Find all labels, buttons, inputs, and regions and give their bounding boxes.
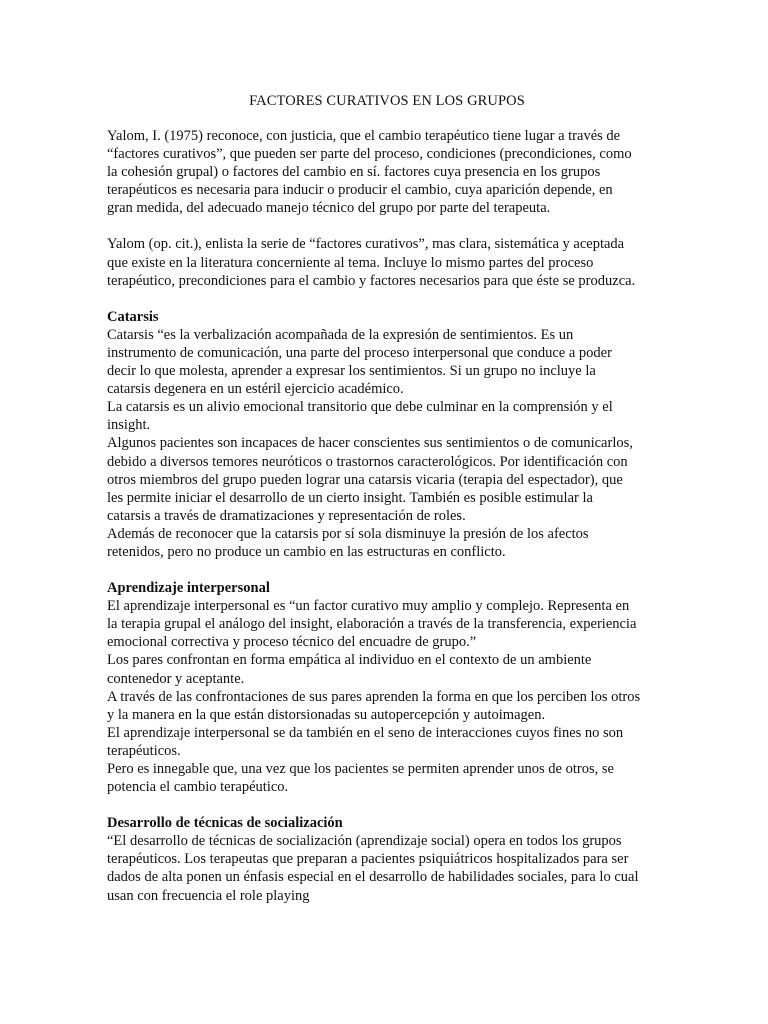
text-line: El aprendizaje interpersonal se da también en el seno de interacciones cuyos fines no son: [107, 724, 624, 741]
text-line: El aprendizaje interpersonal es “un factor curativo muy amplio y complejo. Representa en: [107, 598, 630, 615]
text-line: terapéuticos es necesaria para inducir o producir el cambio, cuya aparición depende, en: [107, 182, 613, 199]
text-line: “El desarrollo de técnicas de socialización (aprendizaje social) opera en todos los grupos: [107, 833, 622, 850]
text-line: usan con frecuencia el role playing: [107, 887, 310, 904]
text-line: Catarsis “es la verbalización acompañada de la expresión de sentimientos. Es un: [107, 326, 574, 343]
text-line: instrumento de comunicación, una parte del proceso interpersonal que conduce a poder: [107, 344, 612, 361]
text-line: y la manera en la que están distorsionadas su autopercepción y autoimagen.: [107, 706, 546, 723]
text-line: insight.: [107, 417, 151, 434]
text-line: A través de las confrontaciones de sus pares aprenden la forma en que los perciben los otros: [107, 688, 641, 705]
section-aprendizaje-interpersonal: [107, 579, 667, 796]
text-line: Pero es innegable que, una vez que los pacientes se permiten aprender unos de otros, se: [107, 761, 614, 777]
document-title: FACTORES CURATIVOS EN LOS GRUPOS: [249, 93, 525, 109]
section-heading: Catarsis: [107, 308, 159, 325]
text-line: retenidos, pero no produce un cambio en las estructuras en conflicto.: [107, 543, 506, 560]
section-desarrollo-tecnicas-socializacion: [107, 814, 667, 904]
text-line: Los pares confrontan en forma empática al individuo en el contexto de un ambiente: [107, 652, 592, 669]
text-line: Algunos pacientes son incapaces de hacer conscientes sus sentimientos o de comunicarlos,: [107, 435, 633, 452]
text-line: contenedor y aceptante.: [107, 670, 245, 687]
text-line: les permite iniciar el desarrollo de un cierto insight. También es posible estimular la: [107, 489, 593, 506]
section-catarsis: [107, 308, 667, 561]
text-line: debido a diversos temores neuróticos o trastornos caracterológicos. Por identificación con: [107, 453, 628, 470]
text-line: Yalom (op. cit.), enlista la serie de “factores curativos”, mas clara, sistemática y aceptada: [107, 236, 625, 253]
section-heading: Aprendizaje interpersonal: [107, 580, 270, 597]
text-line: “factores curativos”, que pueden ser parte del proceso, condiciones (precondiciones, como: [107, 146, 632, 163]
text-line: otros miembros del grupo pueden lograr una catarsis vicaria (terapia del espectador), que: [107, 471, 623, 488]
text-line: terapéuticos. Los terapeutas que preparan a pacientes psiquiátricos hospitalizados para ser: [107, 851, 629, 868]
text-line: que existe en la literatura concerniente al tema. Incluye lo mismo partes del proceso: [107, 254, 594, 271]
text-line: La catarsis es un alivio emocional transitorio que debe culminar en la comprensión y el: [107, 399, 613, 416]
text-line: gran medida, del adecuado manejo técnico del grupo por parte del terapeuta.: [107, 200, 551, 217]
intro-paragraph-1: [107, 127, 667, 217]
text-line: decir lo que molesta, aprender a expresar los sentimientos. Si un grupo no incluye la: [107, 363, 596, 380]
text-line: catarsis degenera en un estéril ejercicio académico.: [107, 381, 404, 398]
text-line: catarsis a través de dramatizaciones y representación de roles.: [107, 507, 466, 524]
text-line: dados de alta ponen un énfasis especial en el desarrollo de habilidades sociales, para lo cual: [107, 869, 639, 886]
intro-paragraph-2: [107, 235, 667, 289]
text-line: Yalom, I. (1975) reconoce, con justicia, que el cambio terapéutico tiene lugar a través de: [107, 128, 621, 144]
text-line: la terapia grupal el análogo del insight, elaboración a través de la transferencia, experiencia: [107, 616, 637, 633]
text-line: la cohesión grupal) o factores del cambio en sí. factores cuya presencia en los grupos: [107, 164, 601, 181]
section-heading: Desarrollo de técnicas de socialización: [107, 815, 343, 832]
document-page: [107, 92, 667, 923]
text-line: emocional correctiva y proceso técnico del encuadre de grupo.”: [107, 634, 477, 651]
text-line: potencia el cambio terapéutico.: [107, 779, 289, 796]
text-line: terapéutico, precondiciones para el cambio y factores necesarios para que éste se produzca.: [107, 272, 636, 289]
text-line: Además de reconocer que la catarsis por sí sola disminuye la presión de los afectos: [107, 525, 589, 542]
text-line: terapéuticos.: [107, 742, 181, 759]
